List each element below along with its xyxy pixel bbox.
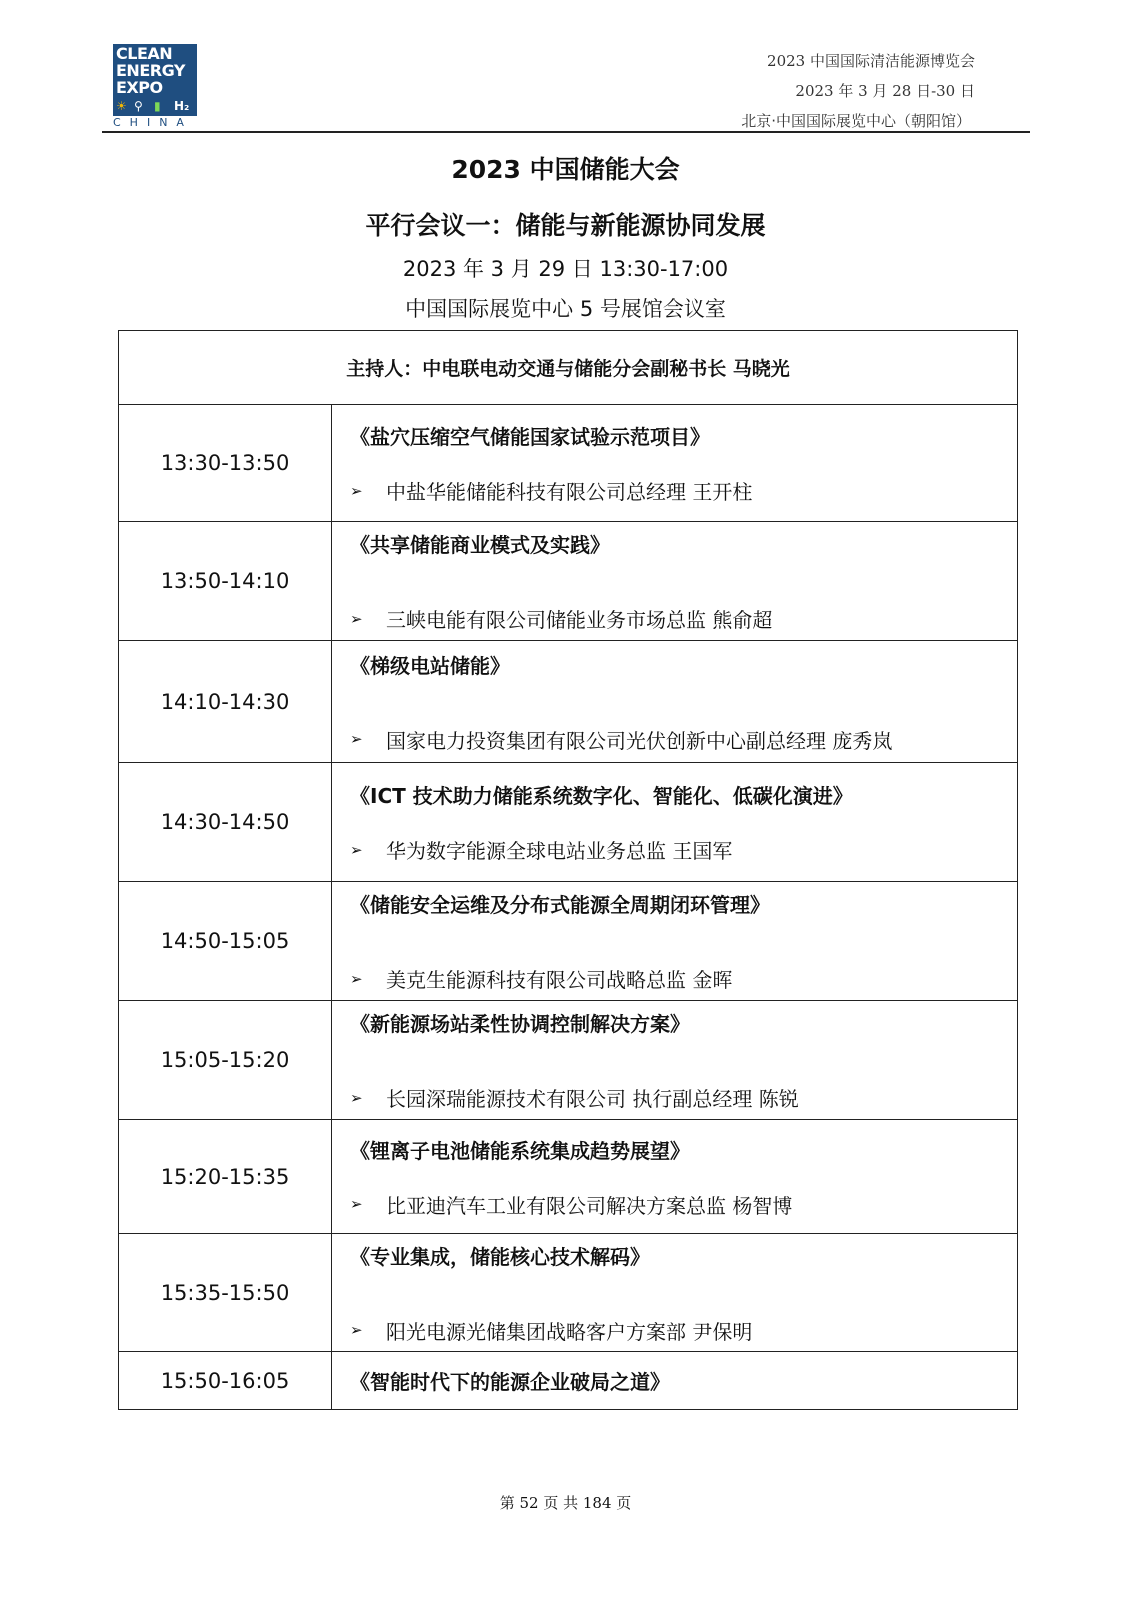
agenda-speaker [350,725,1017,754]
agenda-topic: 《新能源场站柔性协调控制解决方案》 [350,1012,690,1036]
h2-icon: H₂ [174,99,190,113]
logo-text-energy: ENERGY [116,61,185,80]
agenda-details [332,405,1018,522]
agenda-row [119,1352,1018,1410]
agenda-details [332,1001,1018,1120]
agenda-speaker [350,1190,1017,1219]
speaker-text: 长园深瑞能源技术有限公司 执行副总经理 陈锐 [386,1087,799,1111]
agenda-topic: 《ICT 技术助力储能系统数字化、智能化、低碳化演进》 [350,784,853,808]
speaker-text: 美克生能源科技有限公司战略总监 金晖 [386,968,733,992]
wind-icon: ⚲ [134,99,143,113]
header-event: 2023 中国国际清洁能源博览会 [767,52,975,70]
agenda-time: 15:50-16:05 [119,1352,332,1410]
agenda-row [119,641,1018,763]
agenda-time: 14:30-14:50 [119,763,332,882]
arrow-bullet-icon: ➢ [350,840,363,859]
arrow-bullet-icon: ➢ [350,481,363,500]
agenda-topic: 《共享储能商业模式及实践》 [350,533,610,557]
battery-icon: ▮ [154,99,161,113]
agenda-speaker [350,476,1017,505]
arrow-bullet-icon: ➢ [350,1321,363,1339]
host-cell: 主持人：中电联电动交通与储能分会副秘书长 马晓光 [119,331,1018,405]
agenda-row [119,882,1018,1001]
agenda-topic: 《智能时代下的能源企业破局之道》 [350,1370,670,1394]
header-dates: 2023 年 3 月 28 日-30 日 [795,82,975,100]
clean-energy-expo-logo [113,44,201,130]
header-divider [102,131,1030,133]
agenda-details [332,882,1018,1001]
agenda-details [332,1120,1018,1234]
agenda-details [332,763,1018,882]
agenda-row [119,1120,1018,1234]
agenda-table [118,330,1018,1410]
session-datetime: 2023 年 3 月 29 日 13:30-17:00 [402,257,729,281]
agenda-details [332,1234,1018,1352]
arrow-bullet-icon: ➢ [350,1195,363,1213]
agenda-row [119,405,1018,522]
arrow-bullet-icon: ➢ [350,969,363,988]
agenda-time: 15:20-15:35 [119,1120,332,1234]
agenda-details [332,1352,1018,1410]
agenda-topic: 《专业集成，储能核心技术解码》 [350,1244,650,1269]
speaker-text: 比亚迪汽车工业有限公司解决方案总监 杨智博 [386,1193,793,1218]
speaker-text: 华为数字能源全球电站业务总监 王国军 [386,839,733,863]
speaker-text: 阳光电源光储集团战略客户方案部 尹保明 [386,1319,753,1344]
agenda-time: 14:10-14:30 [119,641,332,763]
arrow-bullet-icon: ➢ [350,1088,363,1107]
logo-icons [116,99,196,114]
agenda-time: 13:50-14:10 [119,522,332,641]
agenda-details [332,522,1018,641]
agenda-speaker [350,835,1017,864]
session-title: 平行会议一：储能与新能源协同发展 [365,211,766,240]
arrow-bullet-icon: ➢ [350,609,363,628]
arrow-bullet-icon: ➢ [350,730,363,748]
agenda-time: 15:35-15:50 [119,1234,332,1352]
logo-text-expo: EXPO [116,78,163,97]
agenda-row [119,763,1018,882]
agenda-speaker [350,1083,1017,1112]
agenda-speaker [350,964,1017,993]
session-room: 中国国际展览中心 5 号展馆会议室 [405,297,726,321]
agenda-row [119,1001,1018,1120]
agenda-row [119,522,1018,641]
speaker-text: 中盐华能储能科技有限公司总经理 王开柱 [386,480,753,504]
logo-text-clean: CLEAN [116,44,173,63]
agenda-time: 13:30-13:50 [119,405,332,522]
agenda-details [332,641,1018,763]
agenda-speaker [350,1316,1017,1345]
agenda-topic: 《储能安全运维及分布式能源全周期闭环管理》 [350,893,770,917]
logo-box [113,44,197,116]
agenda-topic: 《盐穴压缩空气储能国家试验示范项目》 [350,425,710,449]
agenda-topic: 《锂离子电池储能系统集成趋势展望》 [350,1138,690,1163]
agenda-time: 15:05-15:20 [119,1001,332,1120]
speaker-text: 国家电力投资集团有限公司光伏创新中心副总经理 庞秀岚 [386,728,893,753]
speaker-text: 三峡电能有限公司储能业务市场总监 熊俞超 [386,608,773,632]
agenda-time: 14:50-15:05 [119,882,332,1001]
header-venue: 北京·中国国际展览中心（朝阳馆） [741,112,971,130]
logo-text-china: CHINA [113,116,193,129]
agenda-speaker [350,604,1017,633]
page-number: 第 52 页 共 184 页 [499,1494,632,1512]
page-title: 2023 中国储能大会 [451,155,680,184]
sun-icon: ☀ [116,99,127,113]
agenda-row [119,1234,1018,1352]
agenda-topic: 《梯级电站储能》 [350,653,510,678]
